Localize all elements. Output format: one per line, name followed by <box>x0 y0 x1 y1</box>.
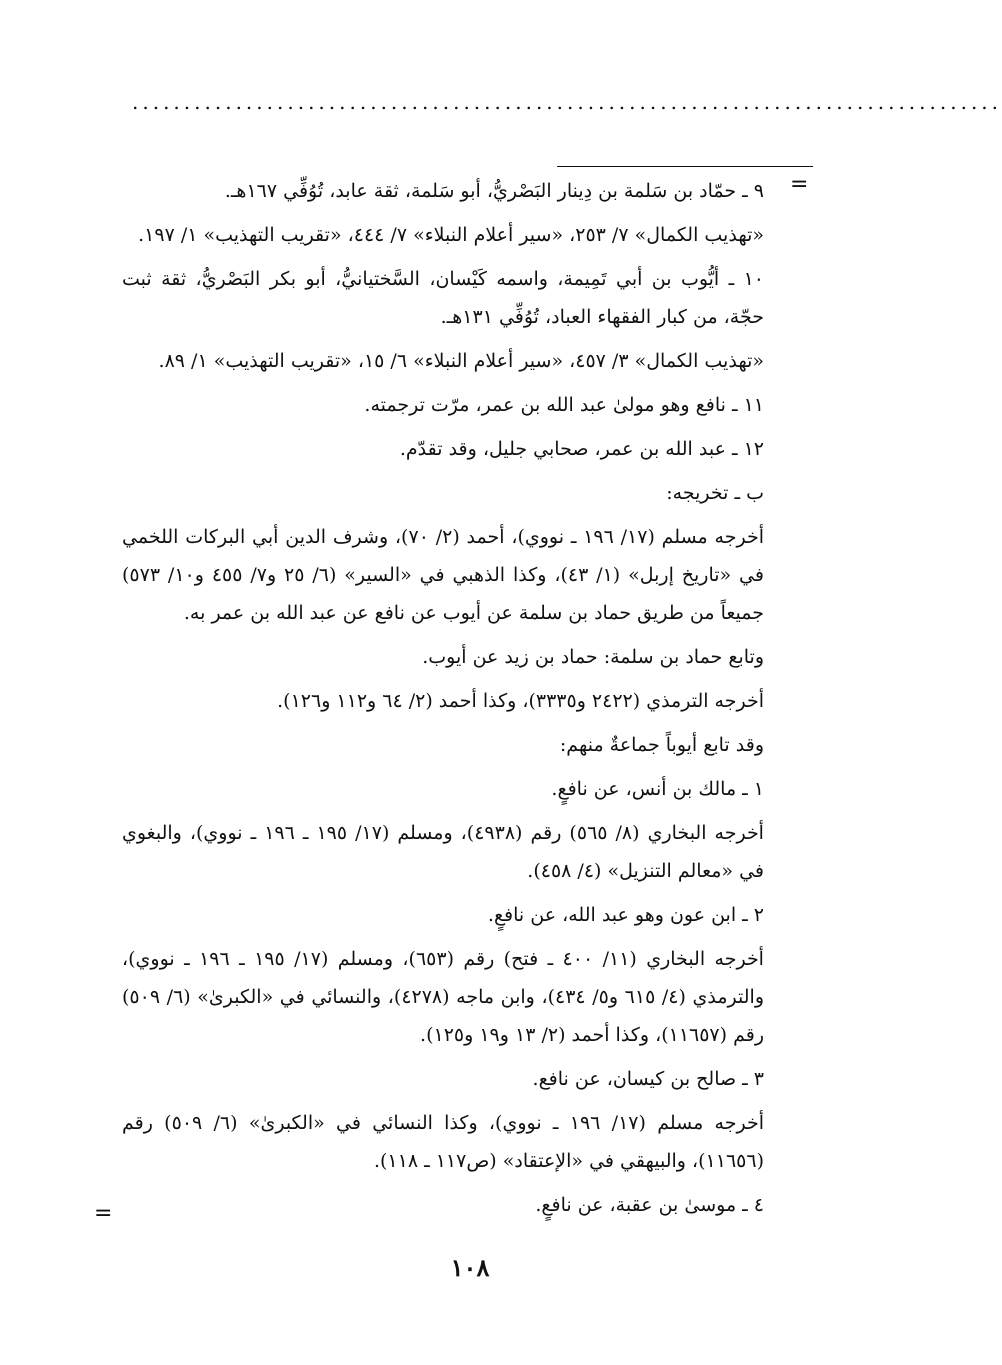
follower-3: ٣ ـ صالح بن كيسان، عن نافع. <box>532 1068 764 1090</box>
page-number: ١٠٨ <box>450 1253 490 1282</box>
follower-4: ٤ ـ موسىٰ بن عقبة، عن نافعٍ. <box>535 1194 764 1216</box>
mutaba-line: وتابع حماد بن سلمة: حماد بن زيد عن أيوب. <box>422 646 764 668</box>
narrator-9: ٩ ـ حمّاد بن سَلمة بن دِينار البَصْريُّ، أبو سَلمة، ثقة عابد، تُوُفِّي ١٦٧هـ. <box>224 180 764 202</box>
follower-2: ٢ ـ ابن عون وهو عبد الله، عن نافعٍ. <box>487 904 764 926</box>
footnote-rule <box>557 166 813 167</box>
footnote-text <box>122 172 764 1230</box>
follower-1-sources: أخرجه البخاري (٨/ ٥٦٥) رقم (٤٩٣٨)، ومسلم (١٧/ ١٩٥ ـ ١٩٦ ـ نووي)، والبغوي في «معالم التنزيل» (٤/ ٤٥٨). <box>122 822 764 882</box>
narrator-9-sources: «تهذيب الكمال» ٧/ ٢٥٣، «سير أعلام النبلاء» ٧/ ٤٤٤، «تقريب التهذيب» ١/ ١٩٧. <box>138 224 764 246</box>
narrator-11: ١١ ـ نافع وهو مولىٰ عبد الله بن عمر، مرّت ترجمته. <box>364 394 764 416</box>
narrator-10: ١٠ ـ أيُّوب بن أبي تَمِيمة، واسمه كَيْسان، السَّختيانيُّ، أبو بكر البَصْريُّ، ثقة ثبت حجّة، من كبار الفقهاء العباد، تُوُفِّي ١٣١هـ. <box>122 268 764 328</box>
follower-2-sources: أخرجه البخاري (١١/ ٤٠٠ ـ فتح) رقم (٦٥٣)، ومسلم (١٧/ ١٩٥ ـ ١٩٦ ـ نووي)، والترمذي (٤/ ٦١٥ و٥/ ٤٣٤)، وابن ماجه (٤٢٧٨)، والنسائي في «الكبرىٰ» (٦/ ٥٠٩) رقم (١١٦٥٧)، وكذا أحمد (٢/ ١٣ و١٩ و١٢٥). <box>122 948 765 1046</box>
follower-1: ١ ـ مالك بن أنس، عن نافعٍ. <box>551 778 764 800</box>
narrator-10-sources: «تهذيب الكمال» ٣/ ٤٥٧، «سير أعلام النبلاء» ٦/ ١٥، «تقريب التهذيب» ١/ ٨٩. <box>158 350 764 372</box>
continuation-mark-top: = <box>790 172 809 197</box>
narrator-12: ١٢ ـ عبد الله بن عمر، صحابي جليل، وقد تقدّم. <box>399 438 764 460</box>
continuation-mark-bottom: = <box>94 1201 113 1226</box>
followers-intro: وقد تابع أيوباً جماعةٌ منهم: <box>559 734 764 756</box>
dotted-separator: .................................................................................... <box>132 90 1002 114</box>
takhrij-paragraph: أخرجه مسلم (١٧/ ١٩٦ ـ نووي)، أحمد (٢/ ٧٠)، وشرف الدين أبي البركات اللخمي في «تاريخ إربل» (١/ ٤٣)، وكذا الذهبي في «السير» (٦/ ٢٥ و٧/ ٤٥٥ و١٠/ ٥٧٣) جميعاً من طريق حماد بن سلمة عن أيوب عن نافع عن عبد الله بن عمر به. <box>122 526 764 624</box>
follower-3-sources: أخرجه مسلم (١٧/ ١٩٦ ـ نووي)، وكذا النسائي في «الكبرىٰ» (٦/ ٥٠٩) رقم (١١٦٥٦)، والبيهقي في «الإعتقاد» (ص١١٧ ـ ١١٨). <box>122 1112 764 1172</box>
section-heading-takhrij: ب ـ تخريجه: <box>666 482 764 504</box>
tirmidhi-line: أخرجه الترمذي (٢٤٢٢ و٣٣٣٥)، وكذا أحمد (٢/ ٦٤ و١١٢ و١٢٦). <box>277 690 764 712</box>
